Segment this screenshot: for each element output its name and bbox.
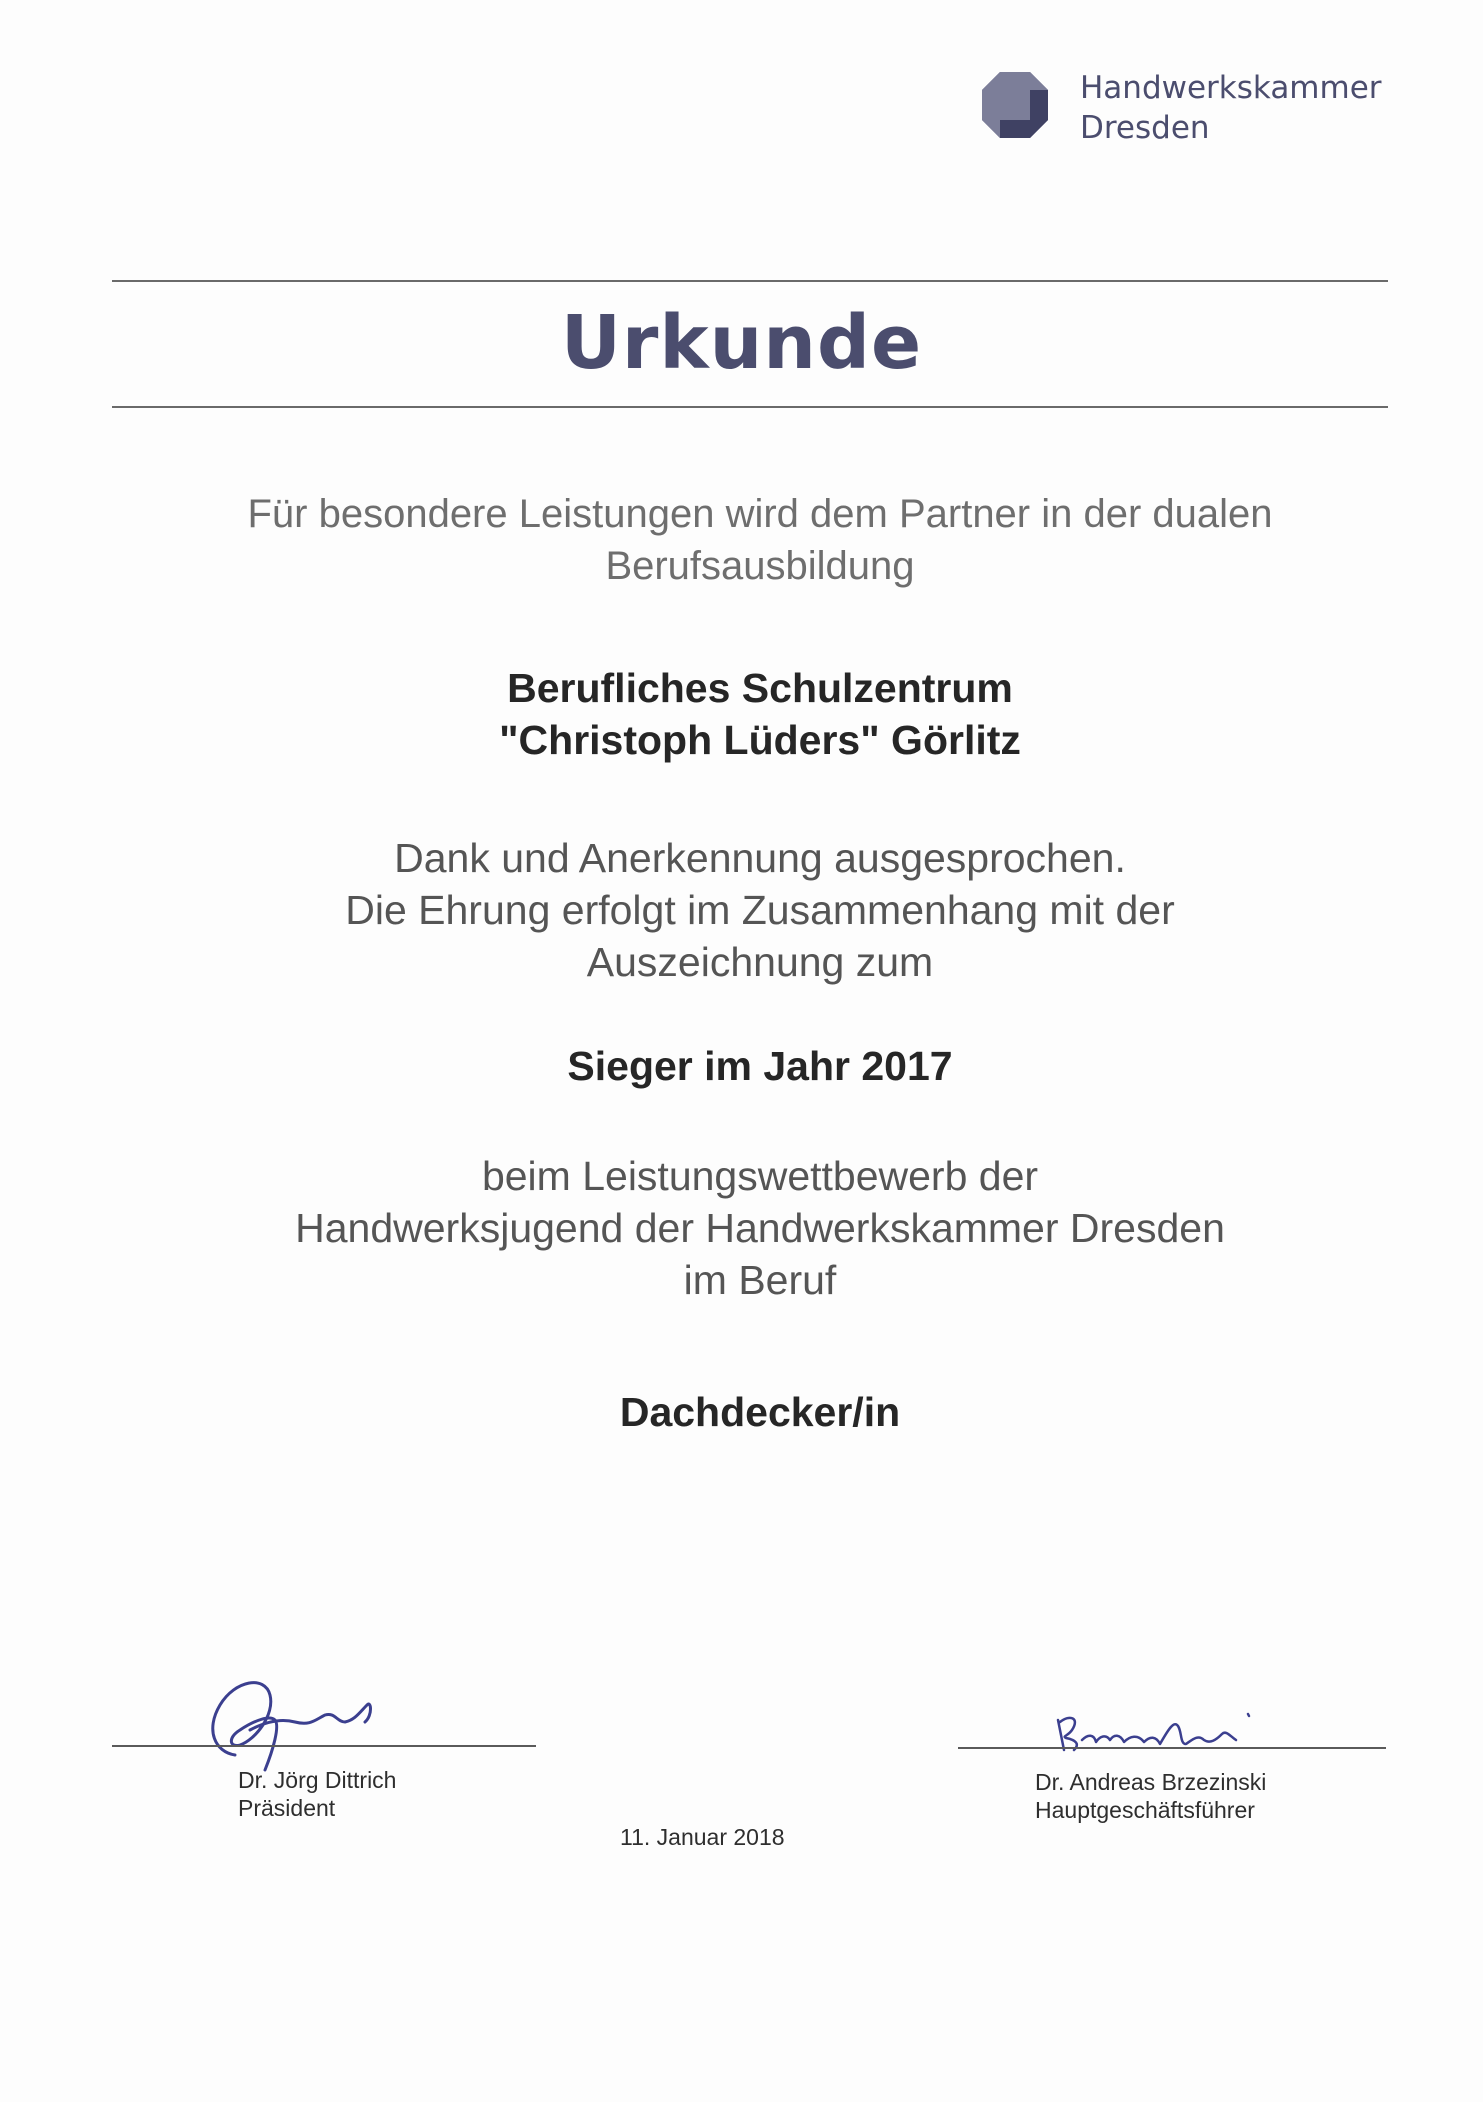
profession-title: Dachdecker/in	[619, 1389, 901, 1435]
signature-line-left	[112, 1745, 536, 1747]
signatory-right-name: Dr. Andreas Brzezinski	[1035, 1769, 1267, 1795]
signatory-right-role: Hauptgeschäftsführer	[1035, 1797, 1255, 1823]
title-rule-top	[112, 280, 1388, 282]
signature-line-right	[958, 1747, 1386, 1749]
award-title: Sieger im Jahr 2017	[567, 1043, 953, 1089]
intro-line-1: Für besondere Leistungen wird dem Partner in der dualen	[247, 492, 1273, 536]
signatory-left-name: Dr. Jörg Dittrich	[238, 1767, 397, 1793]
signatory-left	[238, 1766, 396, 1822]
header-logo	[980, 70, 1400, 150]
recipient-line-2: "Christoph Lüders" Görlitz	[499, 717, 1021, 763]
intro-text	[120, 488, 1400, 592]
signatory-left-role: Präsident	[238, 1795, 336, 1821]
organization-line-2: Dresden	[1080, 110, 1210, 146]
signature-right-image	[1050, 1700, 1260, 1760]
acknowledgement-line-3: Auszeichnung zum	[586, 939, 934, 985]
acknowledgement-line-2: Die Ehrung erfolgt im Zusammenhang mit der	[345, 887, 1175, 933]
signature-left-image	[195, 1660, 385, 1780]
competition-line-3: im Beruf	[683, 1257, 837, 1303]
title-rule-bottom	[112, 406, 1388, 408]
acknowledgement-text	[120, 832, 1400, 988]
organization-name	[1080, 68, 1382, 148]
handwerkskammer-logo-icon	[980, 70, 1050, 140]
competition-line-1: beim Leistungswettbewerb der	[481, 1153, 1039, 1199]
issue-date: 11. Januar 2018	[620, 1824, 785, 1850]
competition-line-2: Handwerksjugend der Handwerkskammer Dresden	[295, 1205, 1225, 1251]
acknowledgement-line-1: Dank und Anerkennung ausgesprochen.	[394, 835, 1126, 881]
signatory-right	[1035, 1768, 1266, 1824]
recipient-name	[120, 662, 1400, 766]
recipient-line-1: Berufliches Schulzentrum	[507, 665, 1013, 711]
competition-text	[120, 1150, 1400, 1306]
intro-line-2: Berufsausbildung	[605, 544, 915, 588]
document-title: Urkunde	[560, 300, 923, 386]
organization-line-1: Handwerkskammer	[1080, 70, 1382, 106]
